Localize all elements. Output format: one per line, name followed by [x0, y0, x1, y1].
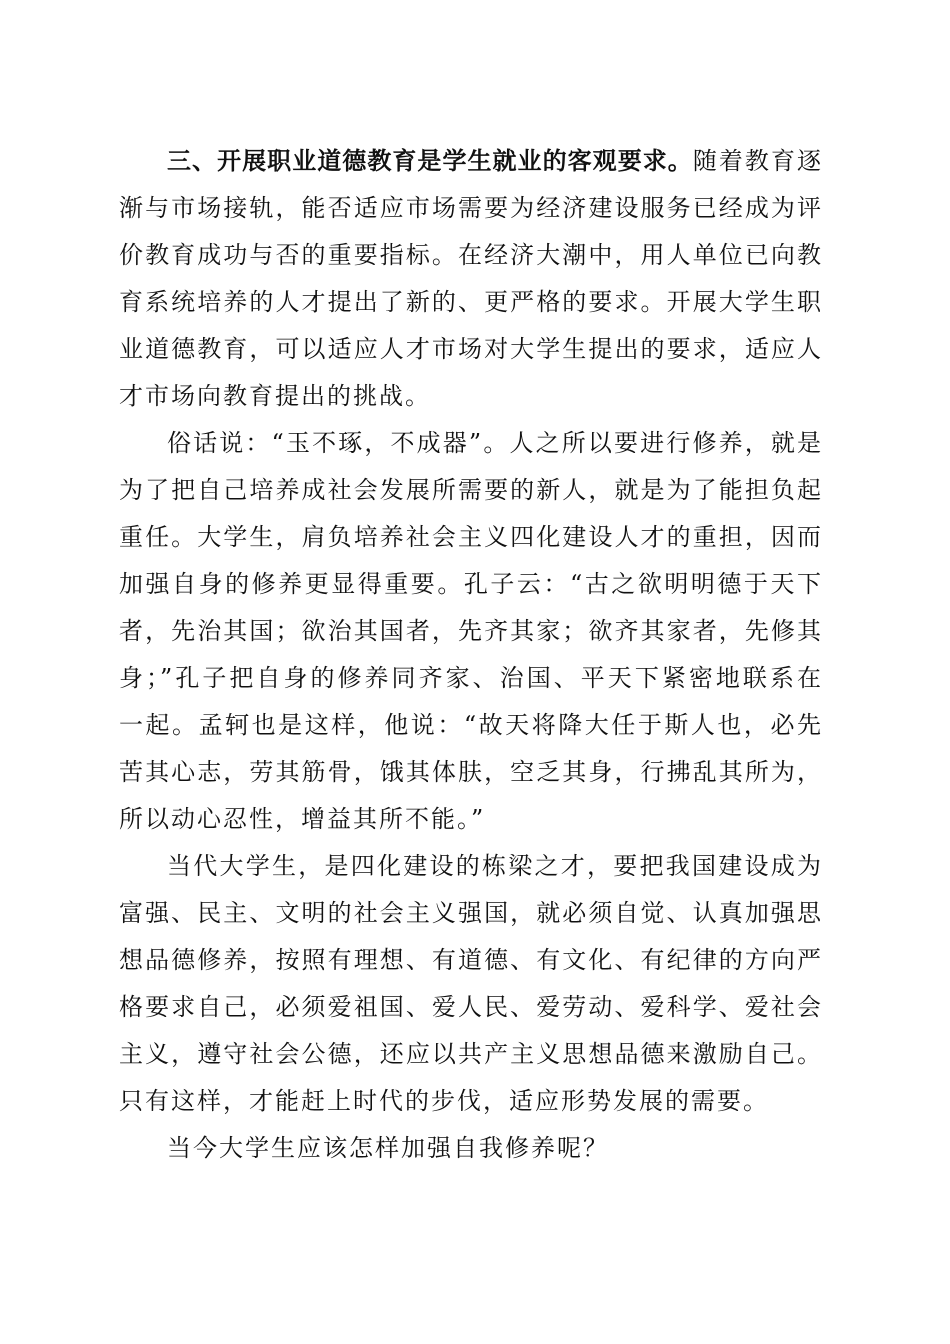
paragraph-contemporary-students — [119, 843, 823, 1125]
paragraph-text: 随着教育逐渐与市场接轨，能否适应市场需要为经济建设服务已经成为评价教育成功与否的重要指标。在经济大潮中，用人单位已向教育系统培养的人才提出了新的、更严格的要求。开展大学生职业道德教育，可以适应人才市场对大学生提出的要求，适应人才市场向教育提出的挑战。 — [119, 147, 824, 410]
paragraph-text: 当今大学生应该怎样加强自我修养呢？ — [167, 1134, 609, 1162]
paragraph-text: 当代大学生，是四化建设的栋梁之才，要把我国建设成为富强、民主、文明的社会主义强国，就必须自觉、认真加强思想品德修养，按照有理想、有道德、有文化、有纪律的方向严格要求自己，必须爱祖国、爱人民、爱劳动、爱科学、爱社会主义，遵守社会公德，还应以共产主义思想品德来激励自己。只有这样，才能赶上时代的步伐，适应形势发展的需要。 — [119, 852, 823, 1115]
paragraph-self-cultivation-quotes — [119, 420, 823, 843]
paragraph-employment-requirement — [119, 137, 823, 420]
paragraph-text: 俗话说：“玉不琢，不成器”。人之所以要进行修养，就是为了把自己培养成社会发展所需要的新人，就是为了能担负起重任。大学生，肩负培养社会主义四化建设人才的重担，因而加强自身的修养更显得重要。孔子云：“古之欲明明德于天下者，先治其国；欲治其国者，先齐其家；欲齐其家者，先修其身；”孔子把自身的修养同齐家、治国、平天下紧密地联系在一起。孟轲也是这样，他说：“故天将降大任于斯人也，必先苦其心志，劳其筋骨，饿其体肤，空乏其身，行拂乱其所为，所以动心忍性，增益其所不能。” — [119, 429, 823, 833]
paragraph-closing-question — [119, 1125, 823, 1172]
section-heading-three: 三、开展职业道德教育是学生就业的客观要求。 — [167, 146, 693, 175]
document-body — [119, 137, 823, 1172]
